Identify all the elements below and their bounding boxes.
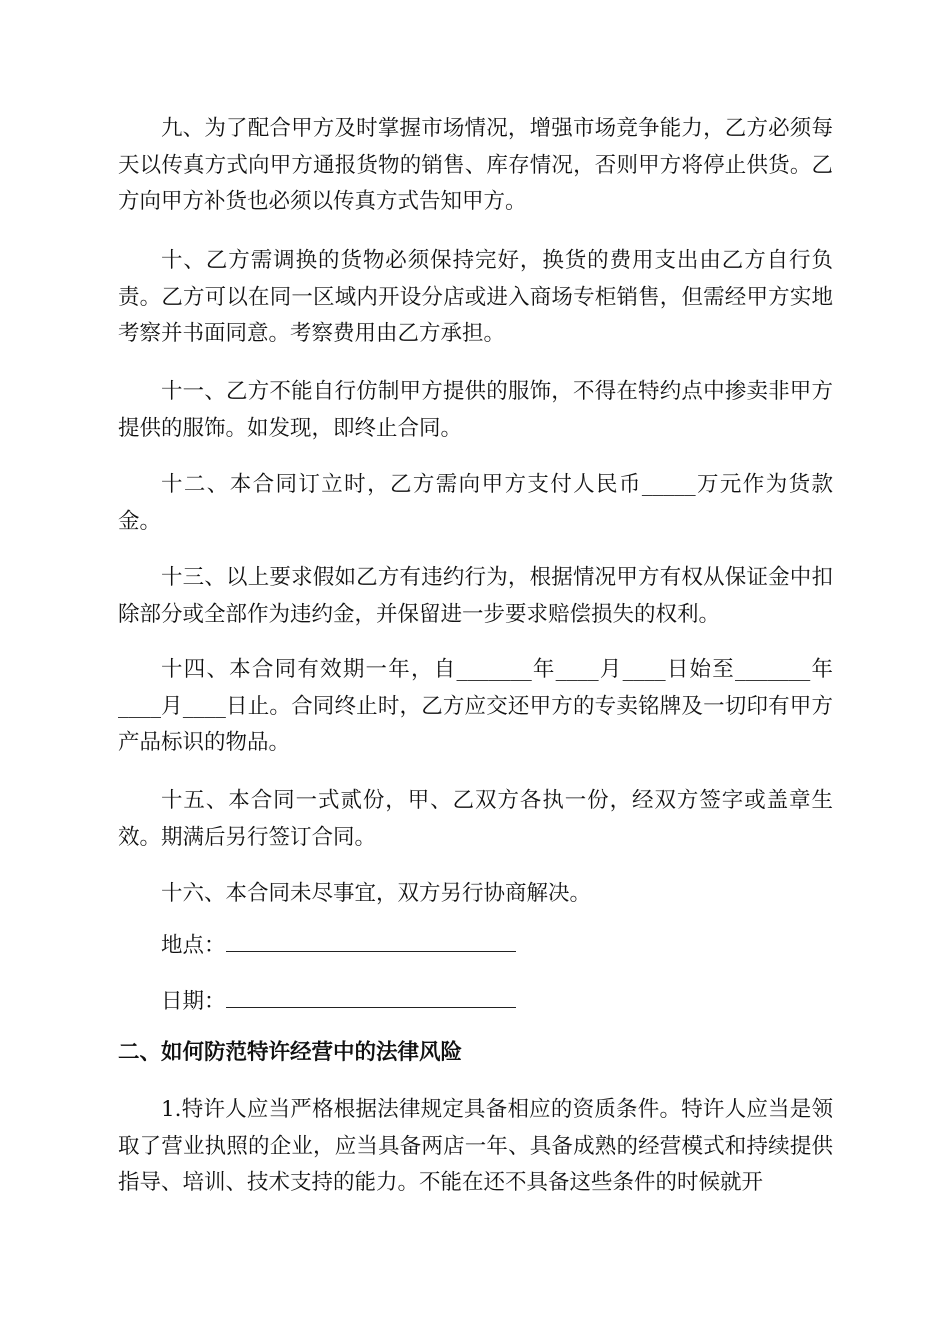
clause-15: 十五、本合同一式贰份，甲、乙双方各执一份，经双方签字或盖章生效。期满后另行签订合同。	[118, 788, 833, 850]
date-label: 日期：	[161, 989, 226, 1014]
clause-10: 十、乙方需调换的货物必须保持完好，换货的费用支出由乙方自行负责。乙方可以在同一区域内开设分店或进入商场专柜销售，但需经甲方实地考察并书面同意。考察费用由乙方承担。	[118, 248, 833, 346]
section-heading: 二、如何防范特许经营中的法律风险	[118, 1040, 463, 1065]
date-field	[161, 985, 516, 1017]
clause-9: 九、为了配合甲方及时掌握市场情况，增强市场竞争能力，乙方必须每天以传真方式向甲方通报货物的销售、库存情况，否则甲方将停止供货。乙方向甲方补货也必须以传真方式告知甲方。	[118, 116, 833, 214]
clause-13: 十三、以上要求假如乙方有违约行为，根据情况甲方有权从保证金中扣除部分或全部作为违约金，并保留进一步要求赔偿损失的权利。	[118, 565, 833, 627]
clause-14: 十四、本合同有效期一年，自_______年____月____日始至_______年____月____日止。合同终止时，乙方应交还甲方的专卖铭牌及一切印有甲方产品标识的物品。	[118, 657, 833, 755]
clause-11: 十一、乙方不能自行仿制甲方提供的服饰，不得在特约点中掺卖非甲方提供的服饰。如发现，即终止合同。	[118, 379, 833, 441]
date-blank-line	[226, 985, 516, 1008]
section-paragraph: 1.特许人应当严格根据法律规定具备相应的资质条件。特许人应当是领取了营业执照的企业，应当具备两店一年、具备成熟的经营模式和持续提供指导、培训、技术支持的能力。不能在还不具备这些条件的时候就开	[118, 1097, 833, 1195]
clause-12: 十二、本合同订立时，乙方需向甲方支付人民币_____万元作为货款金。	[118, 472, 833, 534]
clause-16: 十六、本合同未尽事宜，双方另行协商解决。	[161, 881, 592, 906]
place-field	[161, 929, 516, 961]
place-blank-line	[226, 929, 516, 952]
place-label: 地点：	[161, 933, 226, 958]
